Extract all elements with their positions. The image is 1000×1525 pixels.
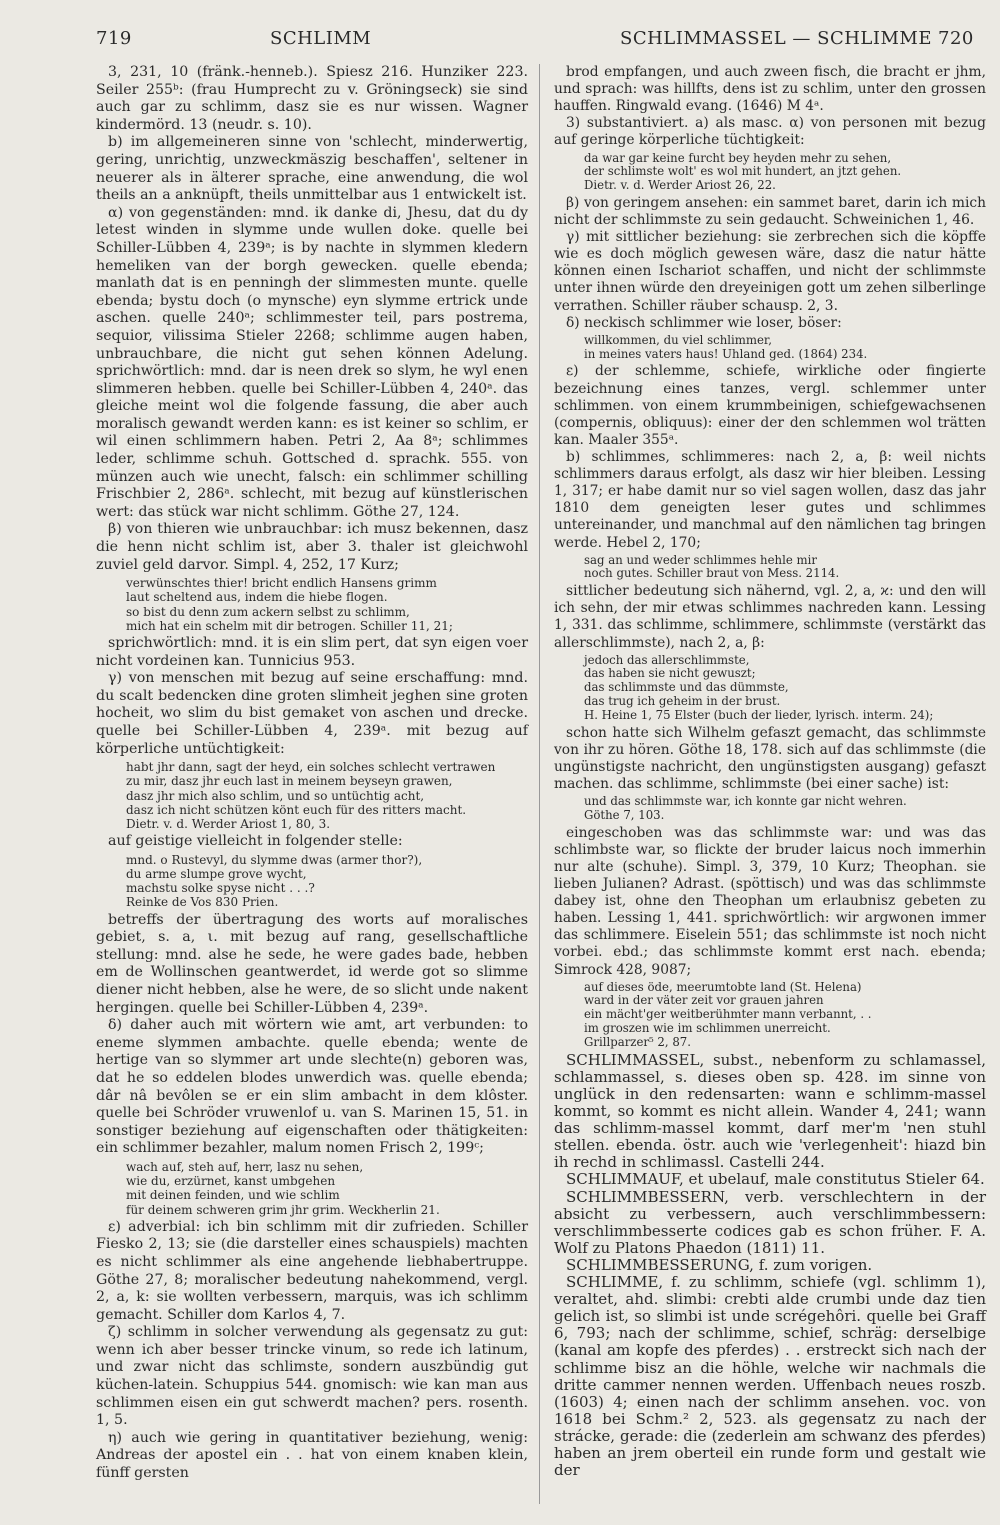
right-column [554, 64, 986, 1479]
lemma-entry: SCHLIMMBESSERUNG, f. zum vorigen. [566, 1255, 873, 1274]
quotation-block: jedoch das allerschlimmste, das haben sie nicht gewuszt; das schlimmste und das dümmste, das trug ich geheim in der brust. H. Heine 1, 75 Elster (buch der lieder, lyrisch. interm. 24); [584, 652, 934, 722]
paragraph: β) von geringem ansehen: ein sammet baret, darin ich mich nicht der schlimmste zu sein gedaucht. Schweinichen 1, 46. [554, 194, 986, 229]
paragraph: b) im allgemeineren sinne von 'schlecht, minderwertig, gering, unrichtig, unzweckmäszig beschaffen', seltener in neuerer als in älterer sprache, eine anwendung, die wol theils an a anknüpft, theils unmittelbar aus 1 entwickelt ist. [96, 134, 528, 204]
paragraph: 3, 231, 10 (fränk.-henneb.). Spiesz 216. Hunziker 223. Seiler 255ᵇ: (frau Humprecht zu v. Gröningseck) sie sind auch gar zu schlimm, dasz sie es nur wissen. Wagner kindermörd. 13 (neudr. s. 10). [96, 64, 528, 133]
paragraph: γ) von menschen mit bezug auf seine erschaffung: mnd. du scalt bedencken dine groten slimheit jeghen sine groten hocheit, wo slim du bist gemaket von aschen und drecke. quelle bei Schiller-Lübben 4, 239ᵃ. mit bezug auf körperliche untüchtigkeit: [96, 670, 528, 757]
paragraph: α) von gegenständen: mnd. ik danke di, Jhesu, dat du dy letest winden in slymme unde wullen doke. quelle bei Schiller-Lübben 4, 239ᵃ; is by nachte in slymmen kledern hemeliken van der borgh gewecken. quelle ebenda; manlath dat is en penningh der slimmesten munte. quelle ebenda; bystu doch (o mynsche) eyn slymme ertrick unde aschen. quelle 240ᵃ; schlimmester teil, pars postrema, sequior, vilissima Stieler 2268; schlimme augen haben, unbrauchbare, die nicht gut sehen können Adelung. sprichwörtlich: mnd. dar is neen drek so slym, he wyl enen slimmeren hebben. quelle bei Schiller-Lübben 4, 240ᵃ. das gleiche meint wol die folgende fassung, die aber auch moralisch gewandt werden kann: es ist keiner so schlim, er wil einen schlimmern haben. Petri 2, Aa 8ᵃ; schlimmes leder, schlimme schuh. Gottsched d. sprachk. 555. von münzen auch wie unecht, falsch: ein schlimmer schilling Frischbier 2, 286ᵃ. schlecht, mit bezug auf künstlerischen wert: das stück war nicht schlimm. Göthe 27, 124. [96, 204, 528, 520]
page-number-left: 719 [96, 28, 132, 49]
running-title-left: SCHLIMM [270, 28, 372, 49]
lemma-entry: SCHLIMMBESSERN, verb. verschlechtern in der absicht zu verbessern, auch verschlimmbessern: verschlimmbesserte codices gab es schon früher. F. A. Wolf zu Platons Phaedon (1811) 11. [554, 1187, 986, 1257]
left-column [96, 64, 528, 1483]
paragraph: η) auch wie gering in quantitativer beziehung, wenig: Andreas der apostel ein . . hat von einem knaben klein, fünff gersten [96, 1429, 528, 1482]
paragraph: betreffs der übertragung des worts auf moralisches gebiet, s. a, ι. mit bezug auf rang, gesellschaftliche stellung: mnd. alse he sede, he were gades bade, hebben em de Wollinschen geantwerdet, id werde got so slimme diener nicht hebben, alse he were, de so slicht unde nakent hergingen. quelle bei Schiller-Lübben 4, 239ᵃ. [96, 911, 528, 1016]
paragraph: sprichwörtlich: mnd. it is ein slim pert, dat syn eigen voer nicht vordeinen kan. Tunnicius 953. [96, 635, 528, 669]
column-divider [539, 64, 540, 1504]
page-number-right: 720 [938, 28, 974, 49]
quotation-block: auf dieses öde, meerumtobte land (St. Helena) ward in der väter zeit vor grauen jahren ein mächt'ger weitberühmter mann verbannt, . . im groszen wie im schlimmen unerreicht. Grillparzer⁵ 2, 87. [584, 979, 872, 1049]
quotation-block: und das schlimmste war, ich konnte gar nicht wehren. Göthe 7, 103. [584, 794, 907, 822]
paragraph: ζ) schlimm in solcher verwendung als gegensatz zu gut: wenn ich aber besser trincke vinum, so rede ich latinum, und zwar nicht das schlimste, sondern auszbündig gut küchen-latein. Schuppius 544. gnomisch: wie kan man aus schlimmen eisen ein gut schwerdt machen? pers. rosenth. 1, 5. [96, 1324, 528, 1429]
lemma-entry: SCHLIMMAUF, et ubelauf, male constitutus Stieler 64. [566, 1170, 985, 1189]
running-title-right: SCHLIMMASSEL — SCHLIMME [620, 28, 932, 49]
paragraph: auf geistige vielleicht in folgender stelle: [108, 833, 403, 850]
paragraph: brod empfangen, und auch zween fisch, die bracht er jhm, und sprach: was hillfts, dens ist zu schlim, unter den grossen hauffen. Ringwald evang. (1646) M 4ᵃ. [554, 64, 986, 115]
paragraph: ε) der schlemme, schiefe, wirkliche oder fingierte bezeichnung eines tanzes, vergl. schlemmer unter schlimmen. von einem krummbeinigen, schiefgewachsenen (compernis, obliquus): einer der den schlemmen wol trätten kan. Maaler 355ᵃ. [554, 363, 986, 448]
paragraph: 3) substantiviert. a) als masc. α) von personen mit bezug auf geringe körperliche tüchtigkeit: [554, 115, 986, 149]
paragraph: ε) adverbial: ich bin schlimm mit dir zufrieden. Schiller Fiesko 2, 13; sie (die darsteller eines schauspiels) machten es nicht schlimmer als eine angehende liebhabertruppe. Göthe 27, 8; moralischer bedeutung nahekommend, vergl. 2, a, k: sie wollten verbessern, marquis, was ich schlimm gemacht. Schiller dom Karlos 4, 7. [96, 1218, 528, 1323]
paragraph: eingeschoben was das schlimmste war: und was das schlimbste war, so flickte der bruder laicus noch immerhin nur alte (schuhe). Simpl. 3, 379, 10 Kurz; Theophan. sie lieben Julianen? Adrast. (spöttisch) und was das schlimmste dabey ist, ohne den Theophan um erlaubnisz gebeten zu haben. Lessing 1, 441. sprichwörtlich: wir argwonen immer das schlimmere. Eiselein 551; das schlimmste ist noch nicht vorbei. ebd.; das schlimmste kommt erst nach. ebenda; Simrock 428, 9087; [554, 824, 986, 978]
quotation-block: da war gar keine furcht bey heyden mehr zu sehen, der schlimste wolt' es wol mit hundert, an jtzt gehen. Dietr. v. d. Werder Ariost 26, 22. [584, 150, 902, 193]
quotation-block: verwünschtes thier! bricht endlich Hansens grimm laut scheltend aus, indem die hiebe flogen. so bist du denn zum ackern selbst zu schlimm, mich hat ein schelm mit dir betrogen. Schiller 11, 21; [126, 576, 453, 633]
paragraph: b) schlimmes, schlimmeres: nach 2, a, β: weil nichts schlimmers daraus erfolgt, als dasz wir hier bleiben. Lessing 1, 317; er habe damit nur so viel sagen wollen, dasz das jahr 1810 dem geneigten leser gutes und schlimmes untereinander, und manchmal auf den nämlichen tag bringen werde. Hebel 2, 170; [554, 448, 986, 551]
quotation-block: willkommen, du viel schlimmer, in meines vaters haus! Uhland ged. (1864) 234. [584, 332, 868, 361]
paragraph: sittlicher bedeutung sich nähernd, vgl. 2, a, ϰ: und den will ich sehn, der mir etwas schlimmes nachreden kann. Lessing 1, 331. das schlimme, schlimmere, schlimmste (verstärkt das allerschlimmste), nach 2, a, β: [554, 583, 986, 651]
quotation-block: sag an und weder schlimmes hehle mir noch gutes. Schiller braut von Mess. 2114. [584, 552, 840, 581]
lemma-entry: SCHLIMMASSEL, subst., nebenform zu schlamassel, schlammassel, s. dieses oben sp. 428. im sinne von unglück in den redensarten: wann e schlimm-massel kommt, so kommt es nicht allein. Wander 4, 241; wann das schlimm-massel kommt, darf mer'm 'nen stuhl stellen. ebenda. östr. auch wie 'verlegenheit': hiazd bin ih rechd in schlimassl. Castelli 244. [554, 1050, 986, 1172]
paragraph: β) von thieren wie unbrauchbar: ich musz bekennen, dasz die henn nicht schlim ist, aber 3. thaler ist gleichwohl zuviel geld darvor. Simpl. 4, 252, 17 Kurz; [96, 521, 528, 573]
quotation-block: mnd. o Rustevyl, du slymme dwas (armer thor?), du arme slumpe grove wycht, machstu solke spyse nicht . . .? Reinke de Vos 830 Prien. [126, 852, 423, 910]
paragraph: δ) daher auch mit wörtern wie amt, art verbunden: to eneme slymmen ambachte. quelle ebenda; wente de hertige van so slymmer art unde slechte(n) geboren was, dat he so eddelen blodes unwerdich was. quelle ebenda; dâr nâ bevôlen se er ein slim ambacht in dem klôster. quelle bei Schröder vruwenlof u. van S. Marinen 15, 51. in sonstiger beziehung auf eigenschaften oder thätigkeiten: ein schlimmer bezahler, malum nomen Frisch 2, 199ᶜ; [96, 1017, 528, 1157]
paragraph: δ) neckisch schlimmer wie loser, böser: [566, 314, 842, 331]
lemma-entry: SCHLIMME, f. zu schlimm, schiefe (vgl. schlimm 1), veraltet, ahd. slimbi: crebti alde crumbi unde daz tien gelich ist, so slimbi ist unde scrégehôri. quelle bei Graff 6, 793; nach der schlimme, schief, schräg: derselbige (kanal am kopfe des pferdes) . . erstreckt sich nach der schlimme bisz an die höhle, welche wir nachmals die dritte cammer nennen werden. Uffenbach neues roszb. (1603) 4; einen nach der schlimm ansehen. voc. von 1618 bei Schm.² 2, 523. als gegensatz zu nach der strácke, gerade: die (zederlein am schwanz des pferdes) haben an jrem oberteil ein runde form und gestalt wie der [554, 1273, 986, 1480]
quotation-block: habt jhr dann, sagt der heyd, ein solches schlecht vertrawen zu mir, dasz jhr euch last in meinem beyseyn grawen, dasz jhr mich also schlim, und so untüchtig acht, dasz ich nicht schützen könt euch für des ritters macht. Dietr. v. d. Werder Ariost 1, 80, 3. [126, 760, 496, 831]
paragraph: γ) mit sittlicher beziehung: sie zerbrechen sich die köpffe wie es doch möglich gewesen wäre, dasz die natur hätte können einen Ischariot schaffen, und nicht der schlimmste unter ihnen würde den dreyeinigen gott um zehen silberlinge verrathen. Schiller räuber schausp. 2, 3. [554, 229, 986, 314]
quotation-block: wach auf, steh auf, herr, lasz nu sehen, wie du, erzürnet, kanst umbgehen mit deinen feinden, und wie schlim für deinem schweren grim jhr grim. Weckherlin 21. [126, 1159, 440, 1217]
paragraph: schon hatte sich Wilhelm gefaszt gemacht, das schlimmste von ihr zu hören. Göthe 18, 178. sich auf das schlimmste (die ungünstigste nachricht, den ungünstigsten ausgang) gefaszt machen. das schlimme, schlimmste (bei einer sache) ist: [554, 724, 986, 792]
